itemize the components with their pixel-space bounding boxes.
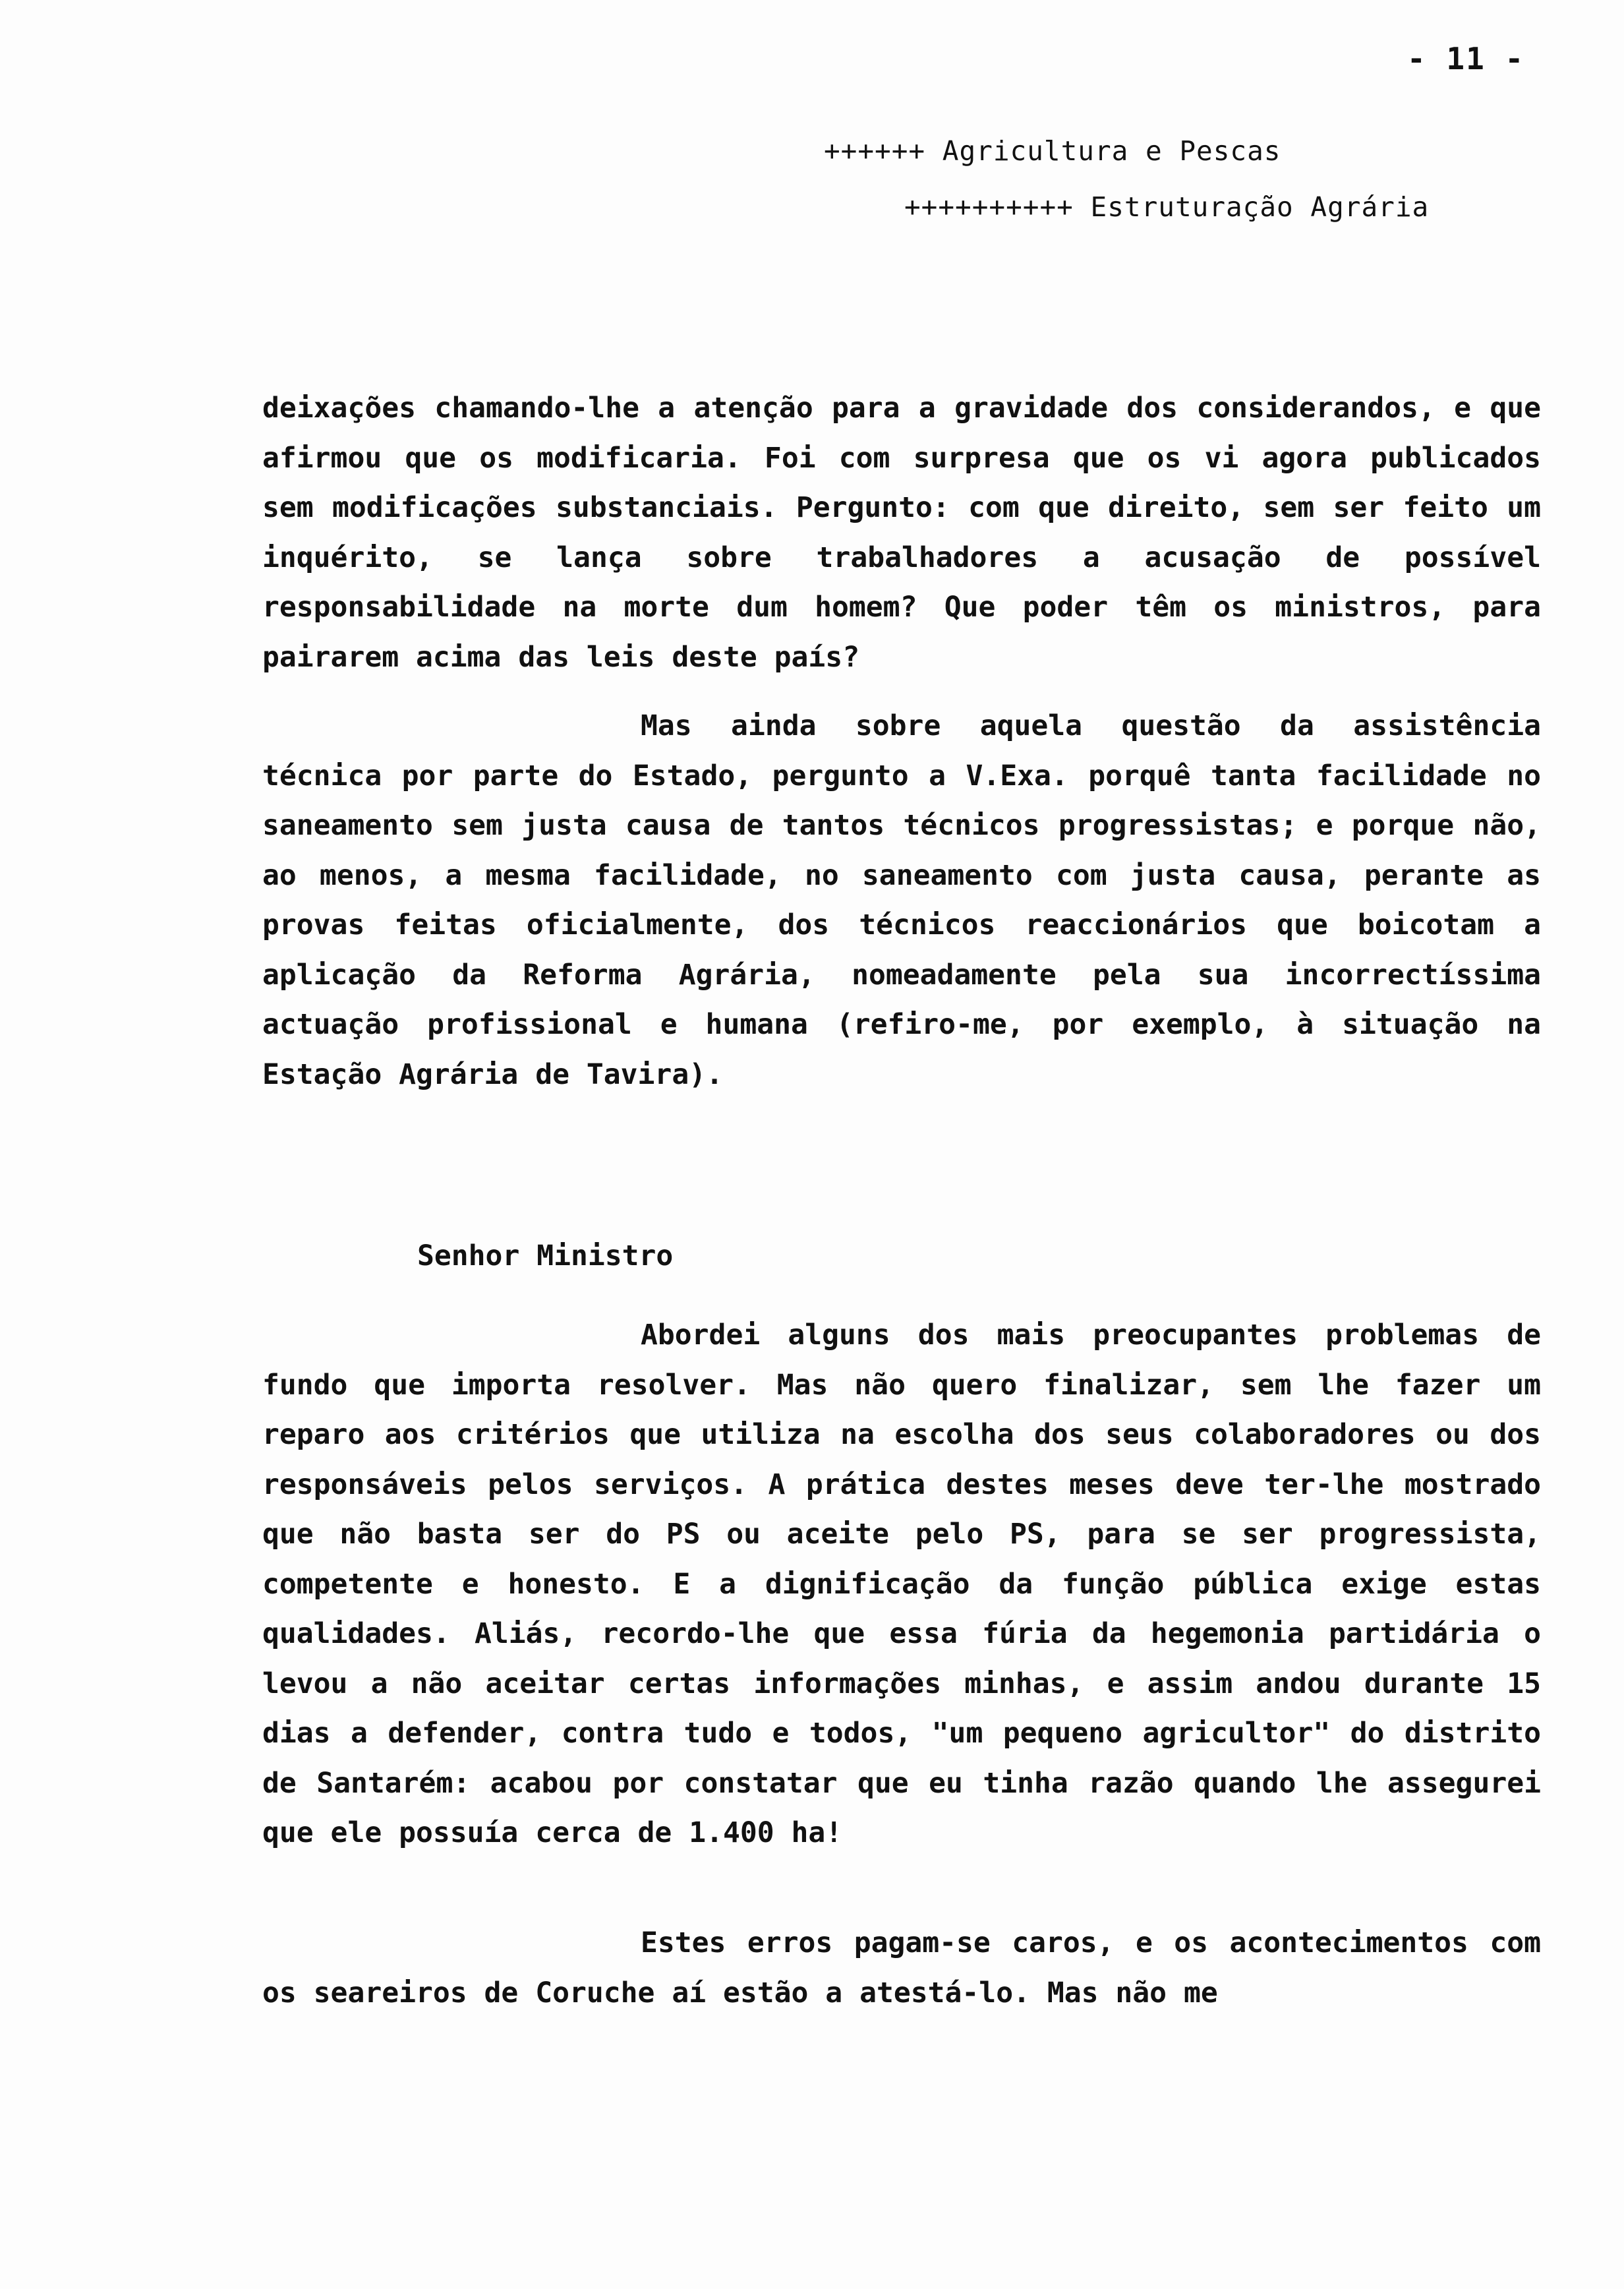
paragraph-errors: Estes erros pagam-se caros, e os acontecimentos com os seareiros de Coruche aí estão a atestá-lo. Mas não me bbox=[262, 1926, 1541, 2009]
section-header: ++++++ Agricultura e Pescas bbox=[824, 135, 1281, 167]
page-number: - 11 - bbox=[1407, 41, 1525, 76]
paragraph-technical-assistance: Mas ainda sobre aquela questão da assistência técnica por parte do Estado, pergunto a V.Exa. porquê tanta facilidade no saneamento sem justa causa de tantos técnicos progressistas; e porque não, ao menos, a mesma facilidade, no saneamento com justa causa, perante as provas feitas oficialmente, dos técnicos reaccionários que boicotam a aplicação da Reforma Agrária, nomeadamente pela sua incorrectíssima actuação profissional e humana (refiro-me, por exemplo, à situação na Estação Agrária de Tavira). bbox=[262, 709, 1541, 1091]
paragraph-continuation: deixações chamando-lhe a atenção para a gravidade dos considerandos, e que afirmou que os modificaria. Foi com surpresa que os vi agora publicados sem modificações substanciais. Pergunto: com que direito, sem ser feito um inquérito, se lança sobre trabalhadores a acusação de possível responsabilidade na morte dum homem? Que poder têm os ministros, para pairarem acima das leis deste país? bbox=[262, 392, 1541, 674]
paragraph-collaborators: Abordei alguns dos mais preocupantes problemas de fundo que importa resolver. Mas não quero finalizar, sem lhe fazer um reparo aos critérios que utiliza na escolha dos seus colaboradores ou dos responsáveis pelos serviços. A prática destes meses deve ter-lhe mostrado que não basta ser do PS ou aceite pelo PS, para se ser progressista, competente e honesto. E a dignificação da função pública exige estas qualidades. Aliás, recordo-lhe que essa fúria da hegemonia partidária o levou a não aceitar certas informações minhas, e assim andou durante 15 dias a defender, contra tudo e todos, "um pequeno agricultor" do distrito de Santarém: acabou por constatar que eu tinha razão quando lhe assegurei que ele possuía cerca de 1.400 ha! bbox=[262, 1319, 1541, 1849]
subsection-header: ++++++++++ Estruturação Agrária bbox=[904, 191, 1430, 223]
salutation: Senhor Ministro bbox=[417, 1239, 674, 1272]
